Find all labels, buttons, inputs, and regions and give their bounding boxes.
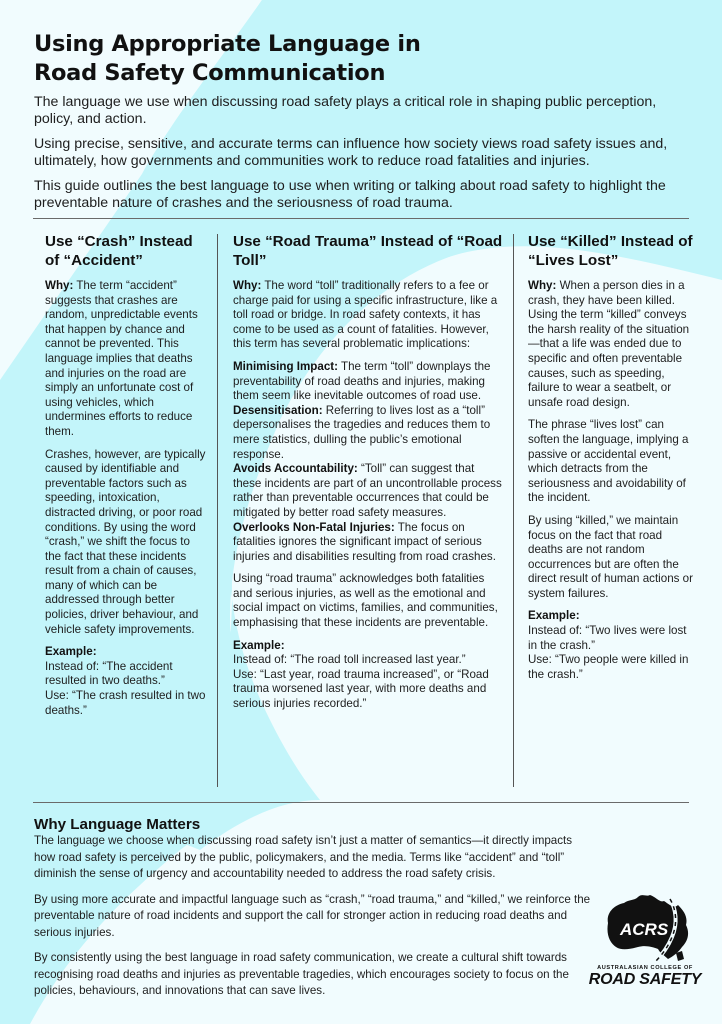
implication-label: Desensitisation: bbox=[233, 403, 323, 417]
column-road-trauma bbox=[233, 232, 505, 712]
implication-item bbox=[233, 462, 505, 520]
australia-map-road-icon bbox=[580, 893, 710, 965]
bottom-divider bbox=[33, 802, 689, 803]
column-killed bbox=[528, 232, 693, 682]
acrs-logo bbox=[580, 893, 710, 988]
body-paragraph: By using “killed,” we maintain focus on the fact that road deaths are not random occurrences but are often the direct result of human actions or system failures. bbox=[528, 513, 693, 600]
why-paragraph: By using more accurate and impactful language such as “crash,” “road trauma,” and “killed,” we reinforce the preventable nature of road incidents and support the call for stronger action in reducing road deaths and serious injuries. bbox=[34, 892, 591, 939]
intro-section bbox=[34, 94, 694, 220]
example-block bbox=[233, 639, 505, 712]
implication-label: Avoids Accountability: bbox=[233, 462, 358, 476]
example-use: Use: “Two people were killed in the crash.” bbox=[528, 653, 689, 681]
why-paragraph bbox=[528, 279, 693, 410]
logo-acronym: ACRS bbox=[620, 920, 669, 939]
implication-item bbox=[233, 521, 505, 565]
body-paragraph: Crashes, however, are typically caused by identifiable and preventable factors such as speeding, intoxication, distracted driving, or poor road conditions. By using the word “crash,” we shift the focus to the fact that these incidents result from a chain of causes, many of which can be addressed through better policies, driver behaviour, and vehicle safety improvements. bbox=[45, 447, 206, 636]
body-paragraph: The phrase “lives lost” can soften the language, implying a passive or accidental event, which detracts from the seriousness and avoidability of the incident. bbox=[528, 418, 689, 505]
example-use: Use: “The crash resulted in two deaths.” bbox=[45, 689, 206, 717]
example-block bbox=[528, 609, 693, 682]
top-divider bbox=[33, 218, 689, 219]
why-label: Why: bbox=[528, 279, 557, 292]
why-language-matters-body bbox=[34, 833, 594, 1009]
intro-paragraph: This guide outlines the best language to use when writing or talking about road safety to highlight the preventable nature of crashes and the seriousness of road trauma. bbox=[34, 178, 666, 211]
why-paragraph bbox=[233, 279, 505, 352]
intro-paragraph: The language we use when discussing road safety plays a critical role in shaping public perception, policy, and action. bbox=[34, 94, 657, 127]
implication-item bbox=[233, 360, 505, 404]
column-heading: Use “Killed” Instead of “Lives Lost” bbox=[528, 233, 693, 269]
logo-name: ROAD SAFETY bbox=[588, 971, 702, 988]
why-language-matters-heading: Why Language Matters bbox=[34, 816, 201, 833]
why-text: When a person dies in a crash, they have been killed. Using the term “killed” conveys the harsh reality of the situation—that a life was ended due to specific and often preventable causes, such as speeding, failure to wear a seatbelt, or unsafe road design. bbox=[528, 279, 690, 409]
implication-text: Referring to lives lost as a “toll” depersonalises the tragedies and reduces them to mere statistics, dulling the public’s emotional response. bbox=[233, 403, 491, 461]
why-text: The word “toll” traditionally refers to a fee or charge paid for using a specific infrastructure, like a toll road or bridge. In road safety contexts, it has come to be used as a count of fatalities. However, this term has several problematic implications: bbox=[233, 279, 498, 351]
column-heading: Use “Road Trauma” Instead of “Road Toll” bbox=[233, 233, 503, 269]
why-text: The term “accident” suggests that crashes are random, unpredictable events that happen by chance and cannot be prevented. This language implies that deaths and injuries on the road are simply an unfortunate cost of using vehicles, which undermines efforts to reduce them. bbox=[45, 279, 198, 438]
implication-label: Minimising Impact: bbox=[233, 359, 338, 373]
column-crash bbox=[45, 232, 207, 718]
example-instead: Instead of: “The accident resulted in two deaths.” bbox=[45, 659, 173, 688]
why-paragraph: By consistently using the best language in road safety communication, we create a cultural shift towards recognising road deaths and injuries as preventable tragedies, which encourages society to focus on the policies, behaviours, and innovations that can save lives. bbox=[34, 951, 569, 997]
example-block bbox=[45, 645, 207, 718]
why-label: Why: bbox=[233, 279, 262, 292]
implication-text: The focus on fatalities ignores the significant impact of serious injuries and disabilities resulting from road crashes. bbox=[233, 520, 496, 563]
logo-subtitle: AUSTRALASIAN COLLEGE OF bbox=[597, 965, 693, 971]
example-instead: Instead of: “The road toll increased last year.” bbox=[233, 653, 466, 667]
why-paragraph bbox=[45, 279, 207, 440]
page-title bbox=[34, 30, 594, 88]
intro-paragraph: Using precise, sensitive, and accurate terms can influence how society views road safety issues and, ultimately, how governments and communities work to reduce road fatalities and injuries. bbox=[34, 136, 668, 169]
example-label: Example: bbox=[528, 609, 580, 623]
title-line-1: Using Appropriate Language in bbox=[34, 31, 421, 57]
implication-text: The term “toll” downplays the preventability of road deaths and injuries, making them seem like inevitable outcomes of road use. bbox=[233, 359, 491, 403]
title-line-2: Road Safety Communication bbox=[34, 60, 386, 86]
why-paragraph: The language we choose when discussing road safety isn’t just a matter of semantics—it directly impacts how road safety is perceived by the public, policymakers, and the media. Terms like “accident” and “toll” diminish the sense of urgency and accountability needed to address the road safety crisis. bbox=[34, 834, 573, 880]
why-label: Why: bbox=[45, 279, 74, 292]
example-label: Example: bbox=[233, 638, 285, 652]
column-divider bbox=[513, 234, 514, 787]
example-label: Example: bbox=[45, 645, 97, 659]
implication-item bbox=[233, 404, 505, 462]
implication-text: “Toll” can suggest that these incidents are part of an uncontrollable process rather than preventable occurrences that could be mitigated by better road safety measures. bbox=[233, 462, 502, 519]
example-instead: Instead of: “Two lives were lost in the crash.” bbox=[528, 624, 687, 652]
implication-label: Overlooks Non-Fatal Injuries: bbox=[233, 520, 395, 534]
column-divider bbox=[217, 234, 218, 787]
column-heading: Use “Crash” Instead of “Accident” bbox=[45, 233, 193, 269]
example-use: Use: “Last year, road trauma increased”, or “Road trauma worsened last year, with more deaths and serious injuries recorded.” bbox=[233, 667, 489, 711]
body-paragraph: Using “road trauma” acknowledges both fatalities and serious injuries, as well as the emotional and social impact on victims, families, and communities, emphasising that these incidents are preventable. bbox=[233, 572, 498, 630]
